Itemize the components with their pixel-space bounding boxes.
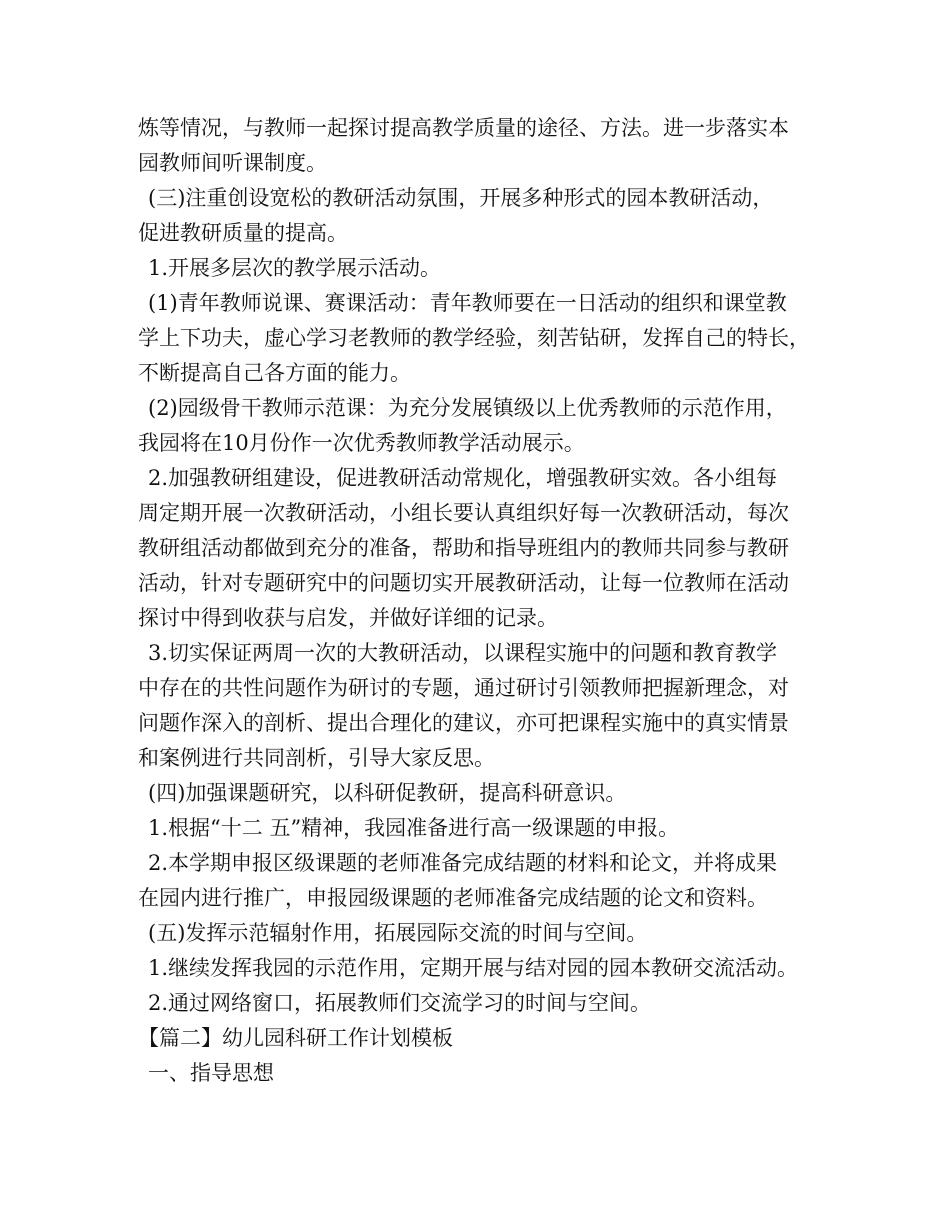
list-item-3: 3.切实保证两周一次的大教研活动，以课程实施中的问题和教育教学 — [148, 641, 778, 665]
text-line-18: 问题作深入的剖析、提出合理化的建议，亦可把课程实施中的真实情景 — [138, 711, 789, 735]
text-line-23: 在园内进行推广，申报园级课题的老师准备完成结题的论文和资料。 — [138, 886, 768, 910]
text-line-13: 教研组活动都做到充分的准备，帮助和指导班组内的教师共同参与教研 — [138, 536, 789, 560]
list-item-4-1: 1.根据“十二 五”精神，我园准备进行高一级课题的申报。 — [148, 816, 680, 840]
text-line-12: 周定期开展一次教研活动，小组长要认真组织好每一次教研活动，每次 — [138, 501, 789, 525]
list-item-1: 1.开展多层次的教学展示活动。 — [148, 256, 442, 280]
section-heading-5: (五)发挥示范辐射作用，拓展园际交流的时间与空间。 — [148, 921, 648, 945]
section-heading-4: (四)加强课题研究，以科研促教研，提高科研意识。 — [148, 781, 627, 805]
chapter-title: 【篇二】幼儿园科研工作计划模板 — [138, 1026, 453, 1050]
list-item-4-2: 2.本学期申报区级课题的老师准备完成结题的材料和论文，并将成果 — [148, 851, 778, 875]
document-body — [138, 111, 828, 1091]
text-line-19: 和案例进行共同剖析，引导大家反思。 — [138, 746, 495, 770]
text-line-14: 活动，针对专题研究中的问题切实开展教研活动，让每一位教师在活动 — [138, 571, 789, 595]
text-line-8: 不断提高自己各方面的能力。 — [138, 361, 411, 385]
sub-item-1: (1)青年教师说课、赛课活动：青年教师要在一日活动的组织和课堂教 — [148, 291, 787, 315]
text-line-7: 学上下功夫，虚心学习老教师的教学经验，刻苦钻研，发挥自己的特长， — [138, 326, 810, 350]
list-item-2: 2.加强教研组建设，促进教研活动常规化，增强教研实效。各小组每 — [148, 466, 778, 490]
text-line-15: 探讨中得到收获与启发，并做好详细的记录。 — [138, 606, 558, 630]
text-line-10: 我园将在10月份作一次优秀教师教学活动展示。 — [138, 431, 585, 455]
text-line-2: 园教师间听课制度。 — [138, 151, 327, 175]
list-item-5-1: 1.继续发挥我园的示范作用，定期开展与结对园的园本教研交流活动。 — [148, 956, 799, 980]
text-line-17: 中存在的共性问题作为研讨的专题，通过研讨引领教师把握新理念，对 — [138, 676, 789, 700]
list-item-5-2: 2.通过网络窗口，拓展教师们交流学习的时间与空间。 — [148, 991, 652, 1015]
section-heading-1: 一、指导思想 — [148, 1061, 274, 1085]
sub-item-2: (2)园级骨干教师示范课：为充分发展镇级以上优秀教师的示范作用， — [148, 396, 787, 420]
text-line-4: 促进教研质量的提高。 — [138, 221, 348, 245]
section-heading-3: (三)注重创设宽松的教研活动氛围，开展多种形式的园本教研活动， — [148, 186, 774, 210]
text-line-1: 炼等情况，与教师一起探讨提高教学质量的途径、方法。进一步落实本 — [138, 116, 789, 140]
